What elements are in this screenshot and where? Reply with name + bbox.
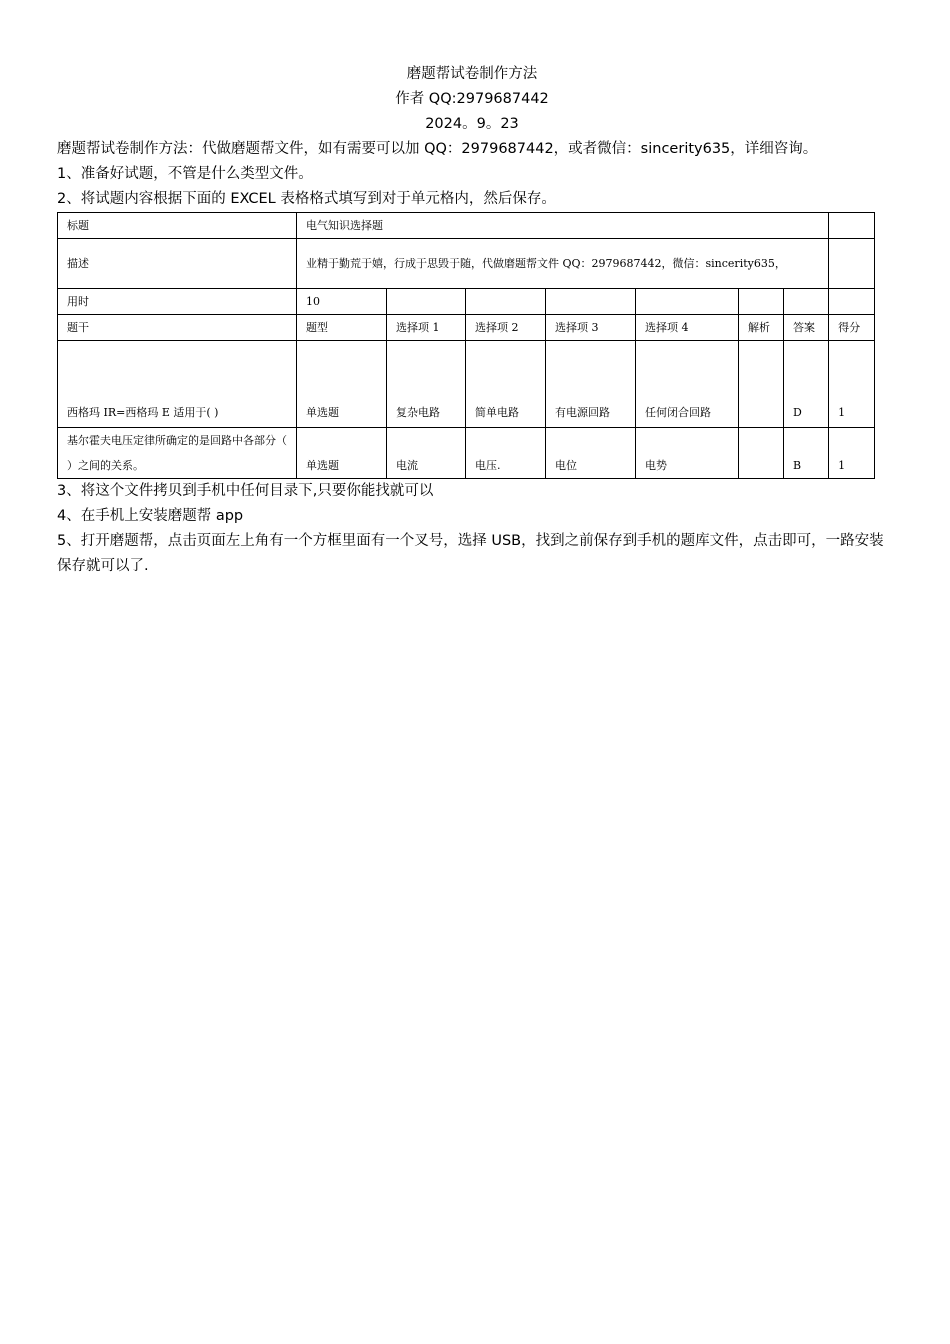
header-stem: 题干 — [58, 315, 297, 341]
step-2: 2、将试题内容根据下面的 EXCEL 表格格式填写到对于单元格内，然后保存。 — [57, 191, 556, 207]
table-row — [58, 239, 875, 289]
header-analysis: 解析 — [739, 315, 784, 341]
step-1: 1、准备好试题，不管是什么类型文件。 — [57, 166, 313, 182]
question-stem: 基尔霍夫电压定律所确定的是回路中各部分（ ）之间的关系。 — [58, 428, 297, 479]
header-score: 得分 — [829, 315, 875, 341]
intro-paragraph: 磨题帮试卷制作方法：代做磨题帮文件，如有需要可以加 QQ：2979687442，或者微信：sincerity635，详细咨询。 — [57, 141, 818, 157]
question-option-4: 任何闭合回路 — [636, 341, 739, 428]
header-option-1: 选择项 1 — [387, 315, 466, 341]
question-answer: D — [784, 341, 829, 428]
document-author: 作者 QQ:2979687442 — [395, 91, 549, 107]
document-date: 2024。9。23 — [425, 116, 519, 132]
question-option-4: 电势 — [636, 428, 739, 479]
step-5: 5、打开磨题帮，点击页面左上角有一个方框里面有一个叉号，选择 USB，找到之前保存到手机的题库文件，点击即可，一路安装保存就可以了. — [57, 533, 884, 574]
question-option-3: 电位 — [546, 428, 636, 479]
question-option-1: 复杂电路 — [387, 341, 466, 428]
question-answer: B — [784, 428, 829, 479]
document-page — [57, 0, 887, 579]
empty-cell — [829, 213, 875, 239]
excel-format-table — [57, 212, 875, 479]
step-4: 4、在手机上安装磨题帮 app — [57, 508, 244, 524]
question-score: 1 — [829, 341, 875, 428]
empty-cell — [784, 289, 829, 315]
table-row — [58, 341, 875, 428]
question-option-1: 电流 — [387, 428, 466, 479]
empty-cell — [546, 289, 636, 315]
title-block — [57, 62, 887, 137]
empty-cell — [636, 289, 739, 315]
empty-cell — [387, 289, 466, 315]
table-row — [58, 289, 875, 315]
table-row — [58, 428, 875, 479]
question-type: 单选题 — [297, 341, 387, 428]
question-analysis — [739, 341, 784, 428]
header-answer: 答案 — [784, 315, 829, 341]
time-value-cell: 10 — [297, 289, 387, 315]
title-label-cell: 标题 — [58, 213, 297, 239]
header-option-2: 选择项 2 — [466, 315, 546, 341]
question-score: 1 — [829, 428, 875, 479]
question-option-2: 简单电路 — [466, 341, 546, 428]
step-3: 3、将这个文件拷贝到手机中任何目录下,只要你能找就可以 — [57, 483, 434, 499]
empty-cell — [829, 239, 875, 289]
question-option-2: 电压. — [466, 428, 546, 479]
empty-cell — [829, 289, 875, 315]
table-header-row — [58, 315, 875, 341]
question-stem: 西格玛 IR=西格玛 E 适用于( ) — [58, 341, 297, 428]
question-analysis — [739, 428, 784, 479]
desc-value-cell: 业精于勤荒于嬉，行成于思毁于随，代做磨题帮文件 QQ：2979687442，微信：sincerity635， — [297, 239, 829, 289]
question-type: 单选题 — [297, 428, 387, 479]
header-option-3: 选择项 3 — [546, 315, 636, 341]
empty-cell — [466, 289, 546, 315]
header-option-4: 选择项 4 — [636, 315, 739, 341]
desc-label-cell: 描述 — [58, 239, 297, 289]
question-option-3: 有电源回路 — [546, 341, 636, 428]
empty-cell — [739, 289, 784, 315]
document-title: 磨题帮试卷制作方法 — [406, 66, 538, 82]
time-label-cell: 用时 — [58, 289, 297, 315]
table-row — [58, 213, 875, 239]
header-type: 题型 — [297, 315, 387, 341]
title-value-cell: 电气知识选择题 — [297, 213, 829, 239]
